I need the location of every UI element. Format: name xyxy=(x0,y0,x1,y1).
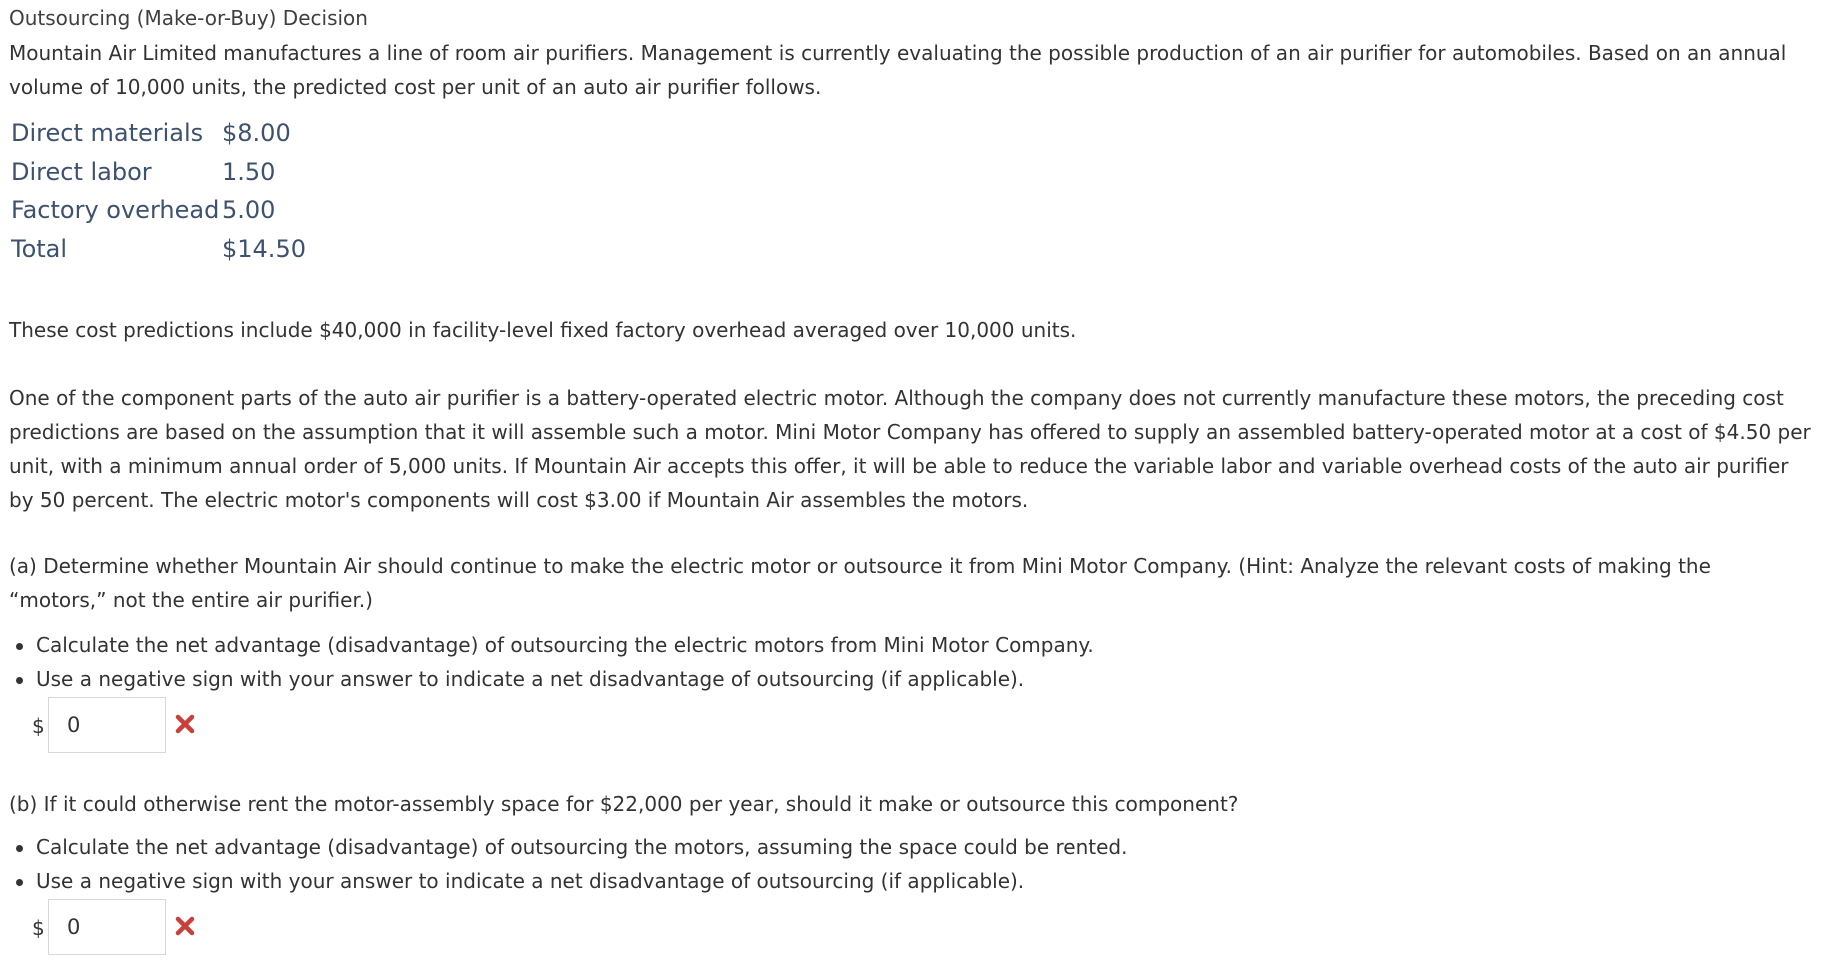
intro-paragraph: Mountain Air Limited manufactures a line of room air purifiers. Management is currently evaluating the possible production of an air purifier for automobiles. Based on an annual volume of 10,000 units, the predicted cost per unit of an auto air purifier follows. xyxy=(9,41,1787,99)
unit-cost-table xyxy=(11,114,306,268)
cost-value: $8.00 xyxy=(222,119,291,148)
problem-title: Outsourcing (Make-or-Buy) Decision xyxy=(9,6,368,30)
currency-symbol: $ xyxy=(32,714,45,738)
cost-value: 5.00 xyxy=(222,196,276,225)
list-item: Calculate the net advantage (disadvantage) of outsourcing the electric motors from Mini Motor Company. xyxy=(9,628,1094,662)
part-b-instructions xyxy=(9,830,1127,898)
incorrect-x-icon xyxy=(172,913,198,939)
cost-label: Direct labor xyxy=(11,157,152,186)
table-row xyxy=(11,230,306,269)
part-a-question: (a) Determine whether Mountain Air should continue to make the electric motor or outsource it from Mini Motor Company. (Hint: Analyze the relevant costs of making the “motors,” not the entire air purifier.) xyxy=(9,554,1711,612)
cost-value: 1.50 xyxy=(222,157,276,186)
part-b-answer-input[interactable] xyxy=(48,899,166,955)
table-row xyxy=(11,191,306,230)
currency-symbol: $ xyxy=(32,916,45,940)
motor-paragraph: One of the component parts of the auto air purifier is a battery-operated electric motor. Although the company does not currently manufacture these motors, the preceding cost predictions are based on the assumption that it will assemble such a motor. Mini Motor Company has offered to supply an assembled battery-operated motor at a cost of $4.50 per unit, with a minimum annual order of 5,000 units. If Mountain Air accepts this offer, it will be able to reduce the variable labor and variable overhead costs of the auto air purifier by 50 percent. The electric motor's components will cost $3.00 if Mountain Air assembles the motors. xyxy=(9,386,1811,512)
part-a-instructions xyxy=(9,628,1094,696)
cost-label: Direct materials xyxy=(11,119,204,148)
cost-label: Total xyxy=(11,234,68,263)
fixed-overhead-note: These cost predictions include $40,000 in facility-level fixed factory overhead averaged over 10,000 units. xyxy=(9,318,1077,342)
list-item: Use a negative sign with your answer to indicate a net disadvantage of outsourcing (if applicable). xyxy=(9,864,1127,898)
list-item: Use a negative sign with your answer to indicate a net disadvantage of outsourcing (if applicable). xyxy=(9,662,1094,696)
cost-label: Factory overhead xyxy=(11,196,220,225)
incorrect-x-icon xyxy=(172,711,198,737)
part-a-answer-input[interactable] xyxy=(48,697,166,753)
table-row xyxy=(11,114,306,153)
list-item: Calculate the net advantage (disadvantage) of outsourcing the motors, assuming the space could be rented. xyxy=(9,830,1127,864)
part-b-question: (b) If it could otherwise rent the motor-assembly space for $22,000 per year, should it make or outsource this component? xyxy=(9,792,1239,816)
table-row xyxy=(11,153,306,192)
cost-value: $14.50 xyxy=(222,234,306,263)
